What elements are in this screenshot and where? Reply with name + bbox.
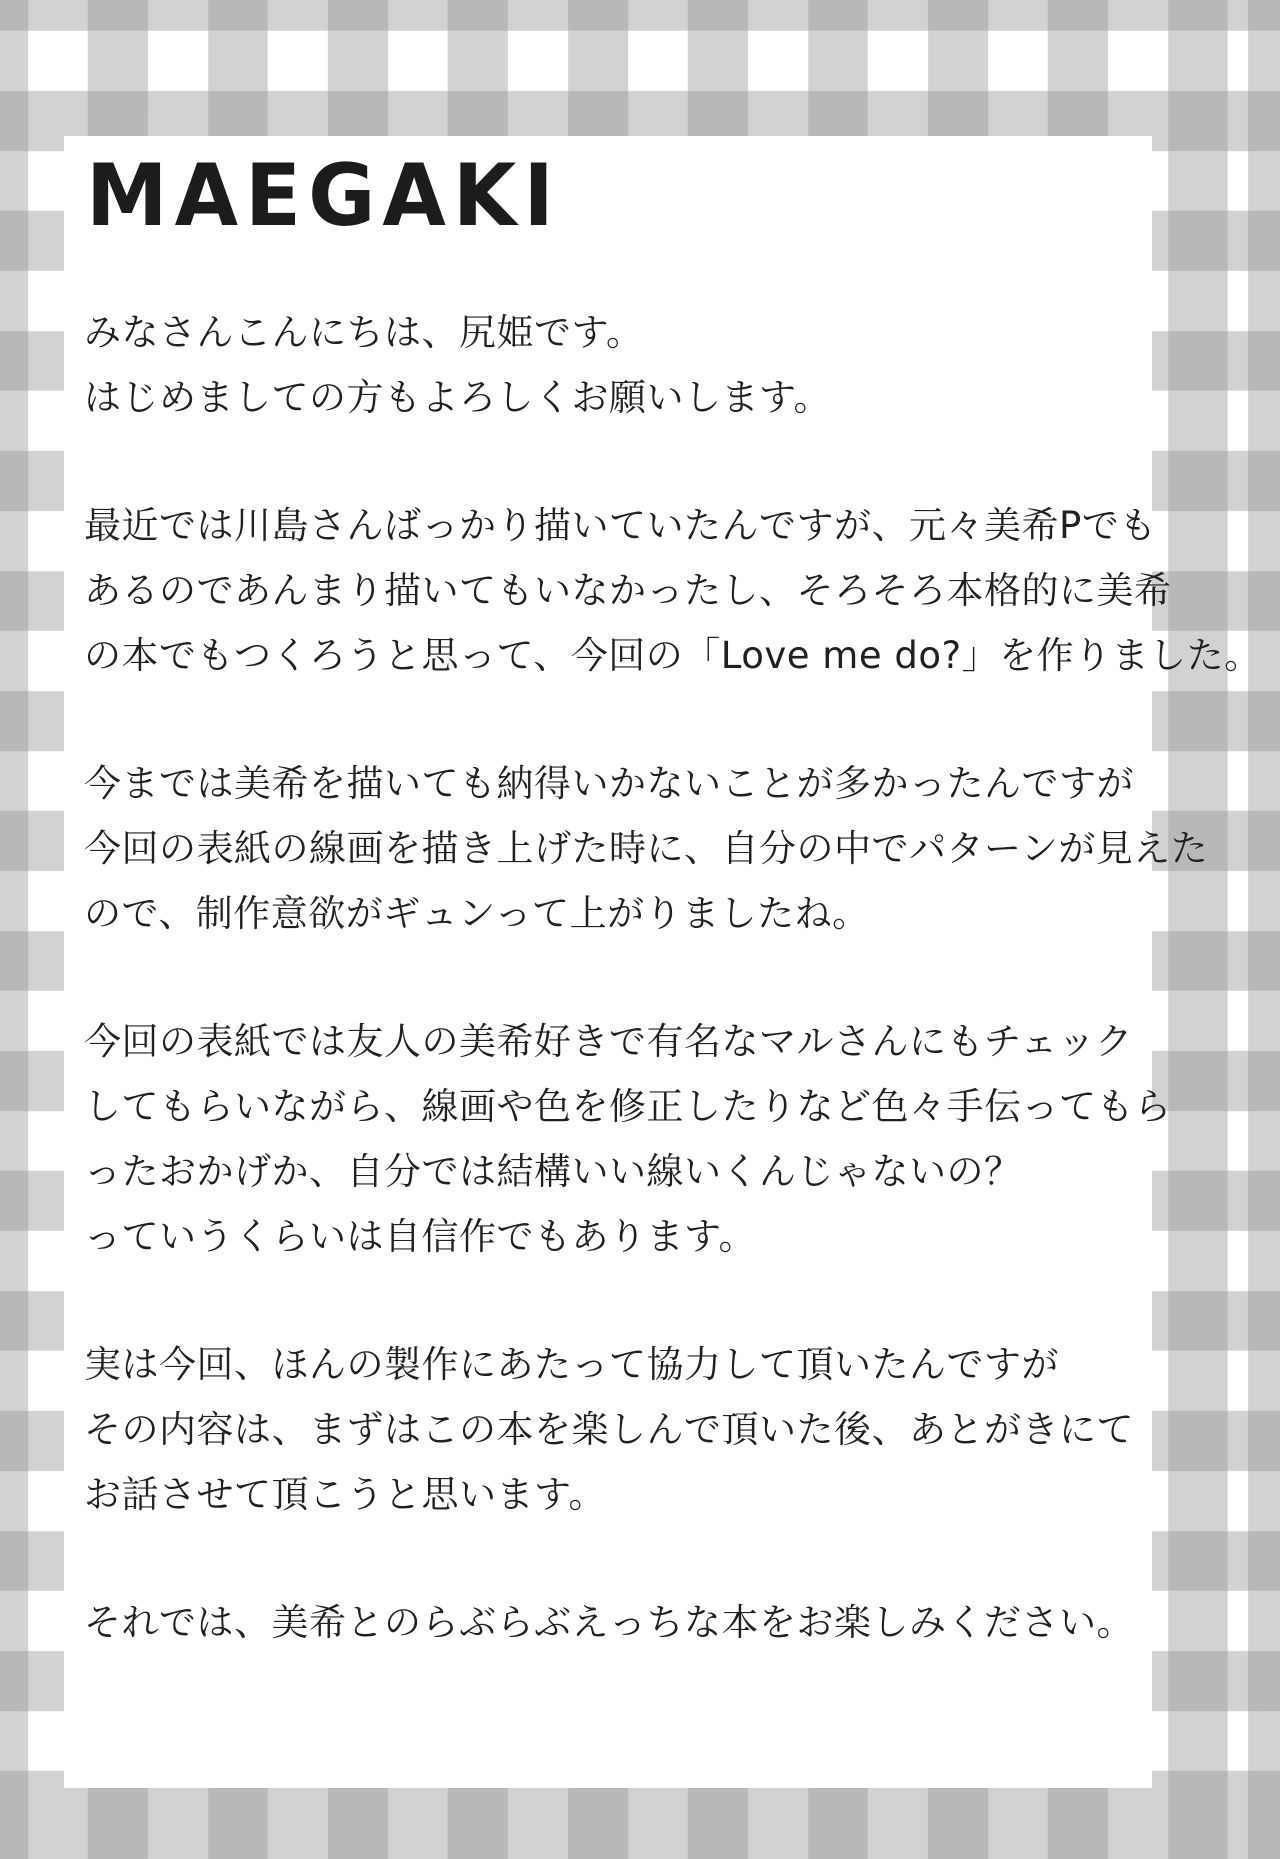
text-line: あるのであんまり描いてもいなかったし、そろそろ本格的に美希 (84, 569, 1172, 612)
text-line: お話させて頂こうと思います。 (84, 1473, 607, 1516)
text-line: 今までは美希を描いても納得いかないことが多かったんですが (84, 762, 1134, 805)
paragraph-book-origin (84, 493, 1262, 688)
paragraph-motivation (84, 751, 1209, 946)
text-line: 今回の表紙では友人の美希好きで有名なマルさんにもチェック (84, 1020, 1133, 1063)
text-line: ったおかげか、自分では結構いい線いくんじゃないの？ (84, 1150, 1022, 1193)
paragraph-closing (84, 1590, 1134, 1655)
text-line: はじめましての方もよろしくお願いします。 (84, 376, 832, 419)
text-line: ので、制作意欲がギュンって上がりましたね。 (84, 892, 870, 935)
text-line: してもらいながら、線画や色を修正したりなど色々手伝ってもら (84, 1085, 1172, 1128)
paragraph-cover-help (84, 1009, 1172, 1269)
text-line: っていうくらいは自信作でもあります。 (84, 1215, 757, 1258)
text-line: その内容は、まずはこの本を楽しんで頂いた後、あとがきにて (84, 1408, 1134, 1451)
paragraph-cooperation (84, 1332, 1134, 1527)
text-line: 実は今回、ほんの製作にあたって協力して頂いたんですが (84, 1343, 1059, 1386)
paragraph-greeting (84, 300, 1122, 430)
scanned-page (64, 136, 1262, 1788)
page-title: MAEGAKI (86, 146, 561, 246)
text-line: それでは、美希とのらぶらぶえっちな本をお楽しみください。 (84, 1601, 1134, 1644)
text-line: の本でもつくろうと思って、今回の「Love me do?」を作りました。 (84, 634, 1262, 677)
text-line: 今回の表紙の線画を描き上げた時に、自分の中でパターンが見えた (84, 827, 1209, 870)
body-text (84, 300, 1262, 1655)
text-line: みなさんこんにちは、尻姫です。 (84, 311, 644, 354)
text-line: 最近では川島さんばっかり描いていたんですが、元々美希Pでも (84, 504, 1157, 547)
